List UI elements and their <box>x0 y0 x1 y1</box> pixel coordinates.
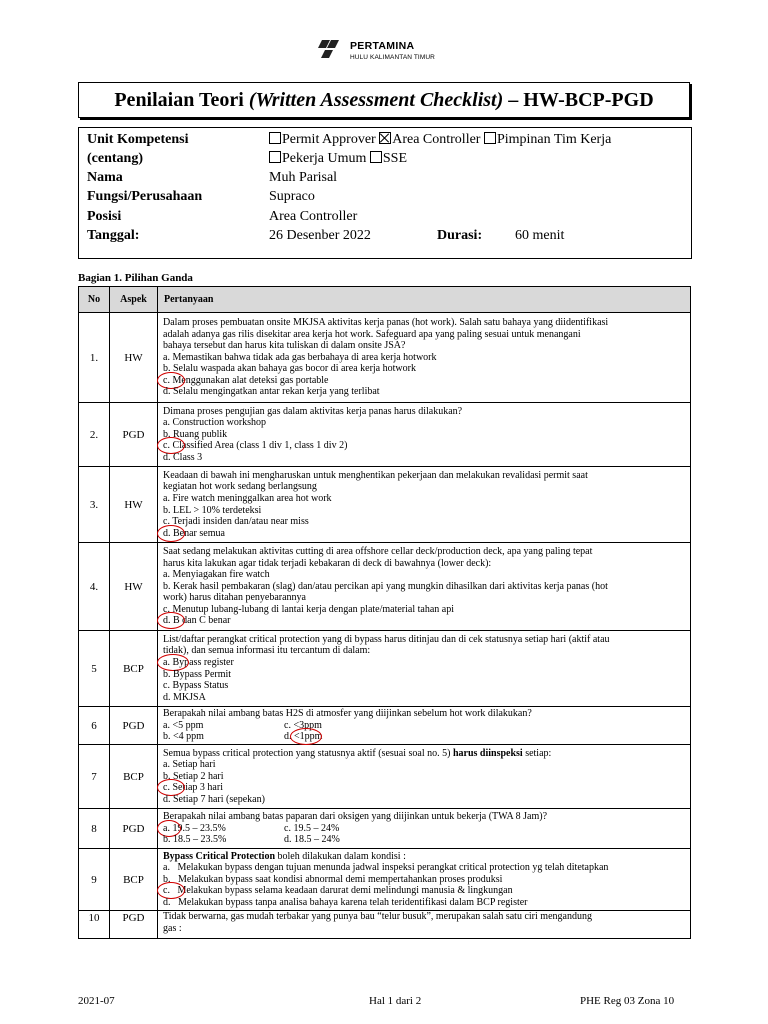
posisi-value: Area Controller <box>269 209 358 224</box>
answer-option: b. Melakukan bypass saat kondisi abnormal demi mempertahankan proses produksi <box>163 873 503 885</box>
table-row <box>79 911 691 939</box>
title-post: – HW-BCP-PGD <box>503 88 654 111</box>
answer-option <box>163 885 687 897</box>
answer-option: a. Setiap hari <box>163 759 216 771</box>
candidate-info <box>78 127 692 259</box>
tanggal-value: 26 Desenber 2022 <box>269 228 371 243</box>
question-line: Saat sedang melakukan aktivitas cutting di area offshore cellar deck/production deck, apa yang paling tepat <box>163 545 593 557</box>
answer-option: d. Melakukan bypass tanpa analisa bahaya karena telah teridentifikasi dalam BCP register <box>163 896 528 908</box>
answer-option: d. Class 3 <box>163 451 203 463</box>
sse-checkbox[interactable] <box>370 151 382 163</box>
answer-option: a. Memastikan bahwa tidak ada gas berbahaya di area kerja hotwork <box>163 351 437 363</box>
answer-option: a. <5 ppm <box>163 719 204 731</box>
answer-pair <box>163 823 687 835</box>
question-number: 5 <box>79 631 110 707</box>
question-line: Dimana proses pengujian gas dalam aktivitas kerja panas harus dilakukan? <box>163 405 463 417</box>
answer-option: c. <3ppm <box>284 719 322 731</box>
tanggal-row <box>87 227 677 246</box>
unit-options-row2 <box>269 150 407 168</box>
question-aspect: PGD <box>110 911 158 939</box>
question-text <box>158 403 691 467</box>
durasi-label: Durasi: <box>437 228 483 243</box>
nama-label: Nama <box>87 170 123 185</box>
answer-option: c. 19.5 – 24% <box>284 822 340 834</box>
question-line: Berapakah nilai ambang batas paparan dari oksigen yang diijinkan untuk bekerja (TWA 8 Jam)? <box>163 811 548 823</box>
pimpinan-checkbox[interactable] <box>484 132 496 144</box>
durasi-value: 60 menit <box>515 228 565 243</box>
answer-pair <box>163 720 687 732</box>
option-pimpinan: Pimpinan Tim Kerja <box>496 132 612 147</box>
question-aspect: BCP <box>110 631 158 707</box>
answer-option-text: c. Melakukan bypass selama keadaan darurat demi melindungi manusia & lingkungan <box>163 885 513 897</box>
question-number: 6 <box>79 707 110 745</box>
answer-option <box>163 657 687 669</box>
answer-pair <box>163 834 687 846</box>
answer-option: c. Bypass Status <box>163 680 229 692</box>
question-line: kegiatan hot work sedang berlangsung <box>163 481 317 493</box>
footer-left: 2021-07 <box>78 995 115 1007</box>
answer-option-text: c. Setiap 3 hari <box>163 782 223 794</box>
question-line: adalah adanya gas rilis disekitar area kerja hot work. Safeguard apa yang paling sesuai untuk menangani <box>163 328 581 340</box>
question-aspect: HW <box>110 543 158 631</box>
unit-label2: (centang) <box>87 151 143 166</box>
fungsi-value: Supraco <box>269 189 315 204</box>
question-lead-end: boleh dilakukan dalam kondisi : <box>275 850 406 862</box>
option-permit-approver: Permit Approver <box>282 132 376 147</box>
table-row <box>79 543 691 631</box>
answer-option-text: c. Menggunakan alat deteksi gas portable <box>163 374 329 386</box>
question-lead: Semua bypass critical protection yang statusnya aktif (sesuai soal no. 5) <box>163 747 453 759</box>
question-number: 8 <box>79 809 110 849</box>
question-text <box>158 631 691 707</box>
company-logo <box>316 38 466 66</box>
question-lead-bold: harus diinspeksi <box>452 747 523 759</box>
header-no: No <box>79 287 110 313</box>
section-heading: Bagian 1. Pilihan Ganda <box>78 272 193 284</box>
unit-label: Unit Kompetensi <box>87 132 189 147</box>
nama-value: Muh Parisal <box>269 170 338 185</box>
answer-option <box>163 528 687 540</box>
answer-option: b. Selalu waspada akan bahaya gas bocor di area kerja hotwork <box>163 363 416 375</box>
title-italic: (Written Assessment Checklist) <box>248 88 504 111</box>
answer-option <box>163 440 687 452</box>
answer-option: b. <4 ppm <box>163 731 204 743</box>
question-number: 3. <box>79 467 110 543</box>
question-line: Keadaan di bawah ini mengharuskan untuk menghentikan pekerjaan dan melakukan revalidasi permit saat <box>163 469 588 481</box>
answer-option <box>163 615 687 627</box>
option-area-controller: Area Controller <box>392 132 481 147</box>
answer-option: d. 18.5 – 24% <box>284 834 340 846</box>
question-line <box>163 851 687 863</box>
table-header <box>79 287 691 313</box>
question-line: List/daftar perangkat critical protection yang di bypass harus ditinjau dan di cek statusnya setiap hari (aktif atau <box>163 633 610 645</box>
table-row <box>79 849 691 911</box>
footer-right: PHE Reg 03 Zona 10 <box>580 995 675 1007</box>
answer-option: b. Setiap 2 hari <box>163 770 224 782</box>
answer-pair <box>163 731 687 743</box>
table-row <box>79 809 691 849</box>
question-number: 2. <box>79 403 110 467</box>
answer-option: a. 19.5 – 23.5% <box>163 822 226 834</box>
question-line: Tidak berwarna, gas mudah terbakar yang punya bau “telur busuk”, merupakan salah satu ciri mengandung <box>163 911 592 922</box>
answer-option: b. Ruang publik <box>163 428 228 440</box>
posisi-label: Posisi <box>87 209 122 224</box>
logo-subtitle: HULU KALIMANTAN TIMUR <box>350 54 435 61</box>
answer-option: b. Bypass Permit <box>163 668 232 680</box>
answer-option-text: d. B dan C benar <box>163 615 231 627</box>
answer-option: a. Melakukan bypass dengan tujuan menunda jadwal inspeksi perangkat critical protection yg telah ditetapkan <box>163 862 609 874</box>
option-pekerja-umum: Pekerja Umum <box>282 151 367 166</box>
answer-mark <box>290 728 322 745</box>
question-number: 9 <box>79 849 110 911</box>
question-line: Dalam proses pembuatan onsite MKJSA aktivitas kerja panas (hot work). Salah satu bahaya yang diidentifikasi <box>163 316 609 328</box>
document-title <box>78 82 690 118</box>
question-number: 1. <box>79 313 110 403</box>
answer-option: work) harus ditahan penyebarannya <box>163 592 306 604</box>
question-line <box>163 748 687 760</box>
question-aspect: BCP <box>110 849 158 911</box>
table-row <box>79 631 691 707</box>
pertamina-logo-icon <box>316 38 346 62</box>
question-line: Berapakah nilai ambang batas H2S di atmosfer yang diijinkan sebelum hot work dilakukan? <box>163 708 532 720</box>
title-pre: Penilaian Teori <box>114 88 249 111</box>
question-number: 7 <box>79 745 110 809</box>
question-aspect: HW <box>110 467 158 543</box>
question-line: tidak), dan semua informasi itu tercantum di dalam: <box>163 645 371 657</box>
fungsi-label: Fungsi/Perusahaan <box>87 189 203 204</box>
answer-option: c. Terjadi insiden dan/atau near miss <box>163 516 309 528</box>
question-text <box>158 467 691 543</box>
answer-option: a. Construction workshop <box>163 417 267 429</box>
answer-option-text: a. Bypass register <box>163 656 234 668</box>
header-pertanyaan: Pertanyaan <box>158 287 691 313</box>
option-sse: SSE <box>382 151 407 166</box>
header-aspek: Aspek <box>110 287 158 313</box>
answer-mark <box>157 612 185 629</box>
answer-option: d. MKJSA <box>163 691 206 703</box>
answer-option: b. Kerak hasil pembakaran (slag) dan/atau percikan api yang mungkin dihasilkan dari aktivitas kerja panas (hot <box>163 580 608 592</box>
question-aspect: HW <box>110 313 158 403</box>
answer-option <box>163 782 687 794</box>
question-text <box>158 809 691 849</box>
question-aspect: PGD <box>110 707 158 745</box>
question-lead-bold: Bypass Critical Protection <box>163 850 276 862</box>
answer-option: d. Setiap 7 hari (sepekan) <box>163 793 265 805</box>
table-row <box>79 707 691 745</box>
tanggal-label: Tanggal: <box>87 228 140 243</box>
question-text <box>158 543 691 631</box>
answer-option <box>163 375 687 387</box>
table-row <box>79 467 691 543</box>
answer-option: d. Selalu mengingatkan antar rekan kerja yang terlibat <box>163 386 380 398</box>
question-number: 4. <box>79 543 110 631</box>
question-text <box>158 313 691 403</box>
answer-option-text: c. Classified Area (class 1 div 1, class 1 div 2) <box>163 440 348 452</box>
question-text <box>158 745 691 809</box>
unit-options-row1 <box>269 131 611 149</box>
answer-option: c. Menutup lubang-lubang di lantai kerja dengan plate/material tahan api <box>163 603 455 615</box>
area-controller-checkbox[interactable] <box>379 132 391 144</box>
question-text <box>158 707 691 745</box>
question-lead-end: setiap: <box>522 747 552 759</box>
table-row <box>79 745 691 809</box>
answer-option-text: d. Benar semua <box>163 527 225 539</box>
answer-option: b. LEL > 10% terdeteksi <box>163 504 262 516</box>
question-aspect: PGD <box>110 403 158 467</box>
answer-option: a. Menyiagakan fire watch <box>163 569 270 581</box>
footer-center: Hal 1 dari 2 <box>369 995 422 1007</box>
question-number: 10 <box>79 911 110 939</box>
table-row <box>79 313 691 403</box>
question-aspect: PGD <box>110 809 158 849</box>
question-text <box>158 911 691 939</box>
pekerja-umum-checkbox[interactable] <box>269 151 281 163</box>
table-row <box>79 403 691 467</box>
question-line: gas : <box>163 922 182 934</box>
question-table <box>78 286 691 939</box>
logo-brand: PERTAMINA <box>350 40 415 52</box>
question-line: bahaya tersebut dan harus kita tuliskan di dalam onsite JSA? <box>163 340 406 352</box>
answer-option: d. <1ppm <box>284 731 323 743</box>
answer-option: b. 18.5 – 23.5% <box>163 834 227 846</box>
question-text <box>158 849 691 911</box>
permit-approver-checkbox[interactable] <box>269 132 281 144</box>
answer-option: a. Fire watch meninggalkan area hot work <box>163 492 332 504</box>
question-aspect: BCP <box>110 745 158 809</box>
question-line: harus kita lakukan agar tidak terjadi kebakaran di deck di bawahnya (lower deck): <box>163 557 492 569</box>
answer-mark <box>157 525 185 542</box>
